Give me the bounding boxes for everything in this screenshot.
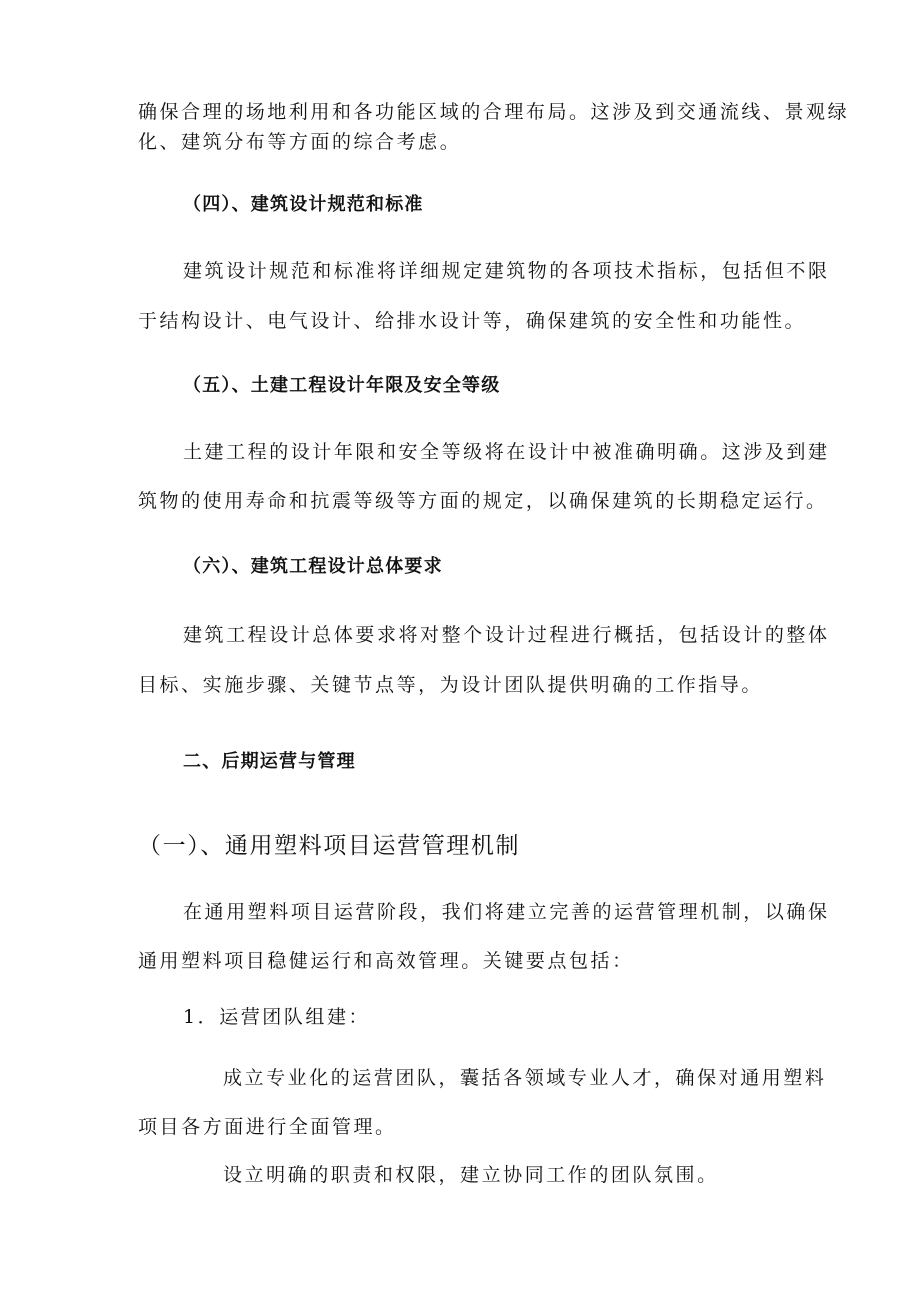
list-item-1: 1．运营团队组建： xyxy=(183,1006,371,1028)
para-7-line-1: 在通用塑料项目运营阶段，我们将建立完善的运营管理机制，以确保 xyxy=(183,901,830,923)
para-7-line-2: 通用塑料项目稳健运行和高效管理。关键要点包括： xyxy=(138,950,634,972)
para-5-line-2: 筑物的使用寿命和抗震等级等方面的规定，以确保建筑的长期稳定运行。 xyxy=(138,490,828,512)
para-4-line-1: 建筑设计规范和标准将详细规定建筑物的各项技术指标，包括但不限 xyxy=(183,260,830,282)
para-8-line-2: 项目各方面进行全面管理。 xyxy=(138,1116,397,1138)
heading-6: （六）、建筑工程设计总体要求 xyxy=(183,556,443,577)
para-6-line-1: 建筑工程设计总体要求将对整个设计过程进行概括，包括设计的整体 xyxy=(183,624,830,646)
para-8-line-1: 成立专业化的运营团队，囊括各领域专业人才，确保对通用塑料 xyxy=(223,1067,827,1089)
section-2-heading: 二、后期运营与管理 xyxy=(183,751,356,772)
intro-line-1: 确保合理的场地利用和各功能区域的合理布局。这涉及到交通流线、景观绿 xyxy=(138,101,850,123)
heading-4: （四）、建筑设计规范和标准 xyxy=(183,194,424,215)
heading-5: （五）、土建工程设计年限及安全等级 xyxy=(183,375,501,396)
para-6-line-2: 目标、实施步骤、关键节点等，为设计团队提供明确的工作指导。 xyxy=(138,674,763,696)
subsection-1-heading: （一）、通用塑料项目运营管理机制 xyxy=(138,833,521,859)
para-9: 设立明确的职责和权限，建立协同工作的团队氛围。 xyxy=(223,1164,719,1186)
intro-line-2: 化、建筑分布等方面的综合考虑。 xyxy=(138,131,462,153)
para-5-line-1: 土建工程的设计年限和安全等级将在设计中被准确明确。这涉及到建 xyxy=(183,441,830,463)
para-4-line-2: 于结构设计、电气设计、给排水设计等，确保建筑的安全性和功能性。 xyxy=(138,310,807,332)
